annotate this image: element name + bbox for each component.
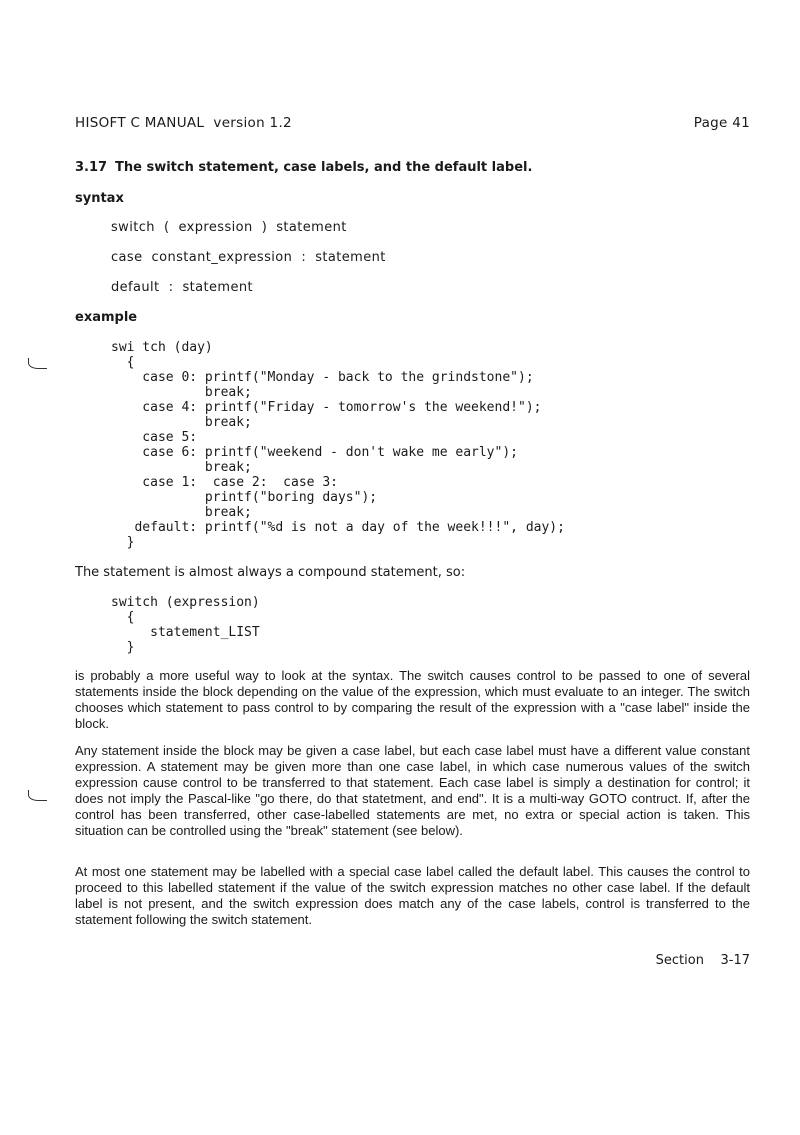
compound-intro: The statement is almost always a compound statement, so:: [75, 565, 466, 580]
syntax-label: syntax: [75, 191, 124, 206]
page-number: Page 41: [693, 115, 750, 131]
syntax-line-case: case constant_expression : statement: [111, 250, 386, 265]
section-number: 3.17: [75, 160, 108, 175]
margin-mark: [28, 790, 47, 801]
paragraph-default-label: At most one statement may be labelled with a special case label called the default label. This causes the control to proceed to this labelled statement if the value of the switch expression matches no other case label. If the default label is not present, and the switch expression does match any of the case labels, control is transferred to the statement following the switch statement.: [75, 864, 750, 927]
syntax-line-default: default : statement: [111, 280, 253, 295]
compound-code-block: switch (expression) { statement_LIST }: [111, 595, 260, 655]
running-header-title: HISOFT C MANUAL version 1.2: [75, 115, 292, 131]
section-title: The switch statement, case labels, and the default label.: [115, 160, 533, 175]
example-code-block: swi tch (day) { case 0: printf("Monday - back to the grindstone"); break; case 4: printf("Friday - tomorrow's the weekend!"); break; case 5: case 6: printf("weekend - don't wake me early"); break; case 1: case 2: case 3: printf("boring days"); break; default: printf("%d is not a day of the week!!!", day); }: [111, 340, 565, 550]
syntax-line-switch: switch ( expression ) statement: [111, 220, 347, 235]
margin-mark: [28, 358, 47, 369]
paragraph-syntax-explanation: is probably a more useful way to look at the syntax. The switch causes control to be passed to one of several statements inside the block depending on the value of the expression, which must evaluate to an integer. The switch chooses which statement to pass control to by comparing the result of the expression with a "case label" inside the block.: [75, 668, 750, 731]
paragraph-case-labels: Any statement inside the block may be given a case label, but each case label must have a different value constant expression. A statement may be given more than one case label, in which case numerous values of the switch expression cause control to be transferred to that statement. Each case label is simply a destination for control; it does not imply the Pascal-like "go there, do that statetment, and end". It is a multi-way GOTO contruct. If, after the control has been transferred, other case-labelled statements are met, no extra or special action is taken. This situation can be controlled using the "break" statement (see below).: [75, 743, 750, 838]
example-label: example: [75, 310, 138, 325]
footer-section-label: Section 3-17: [655, 953, 750, 968]
